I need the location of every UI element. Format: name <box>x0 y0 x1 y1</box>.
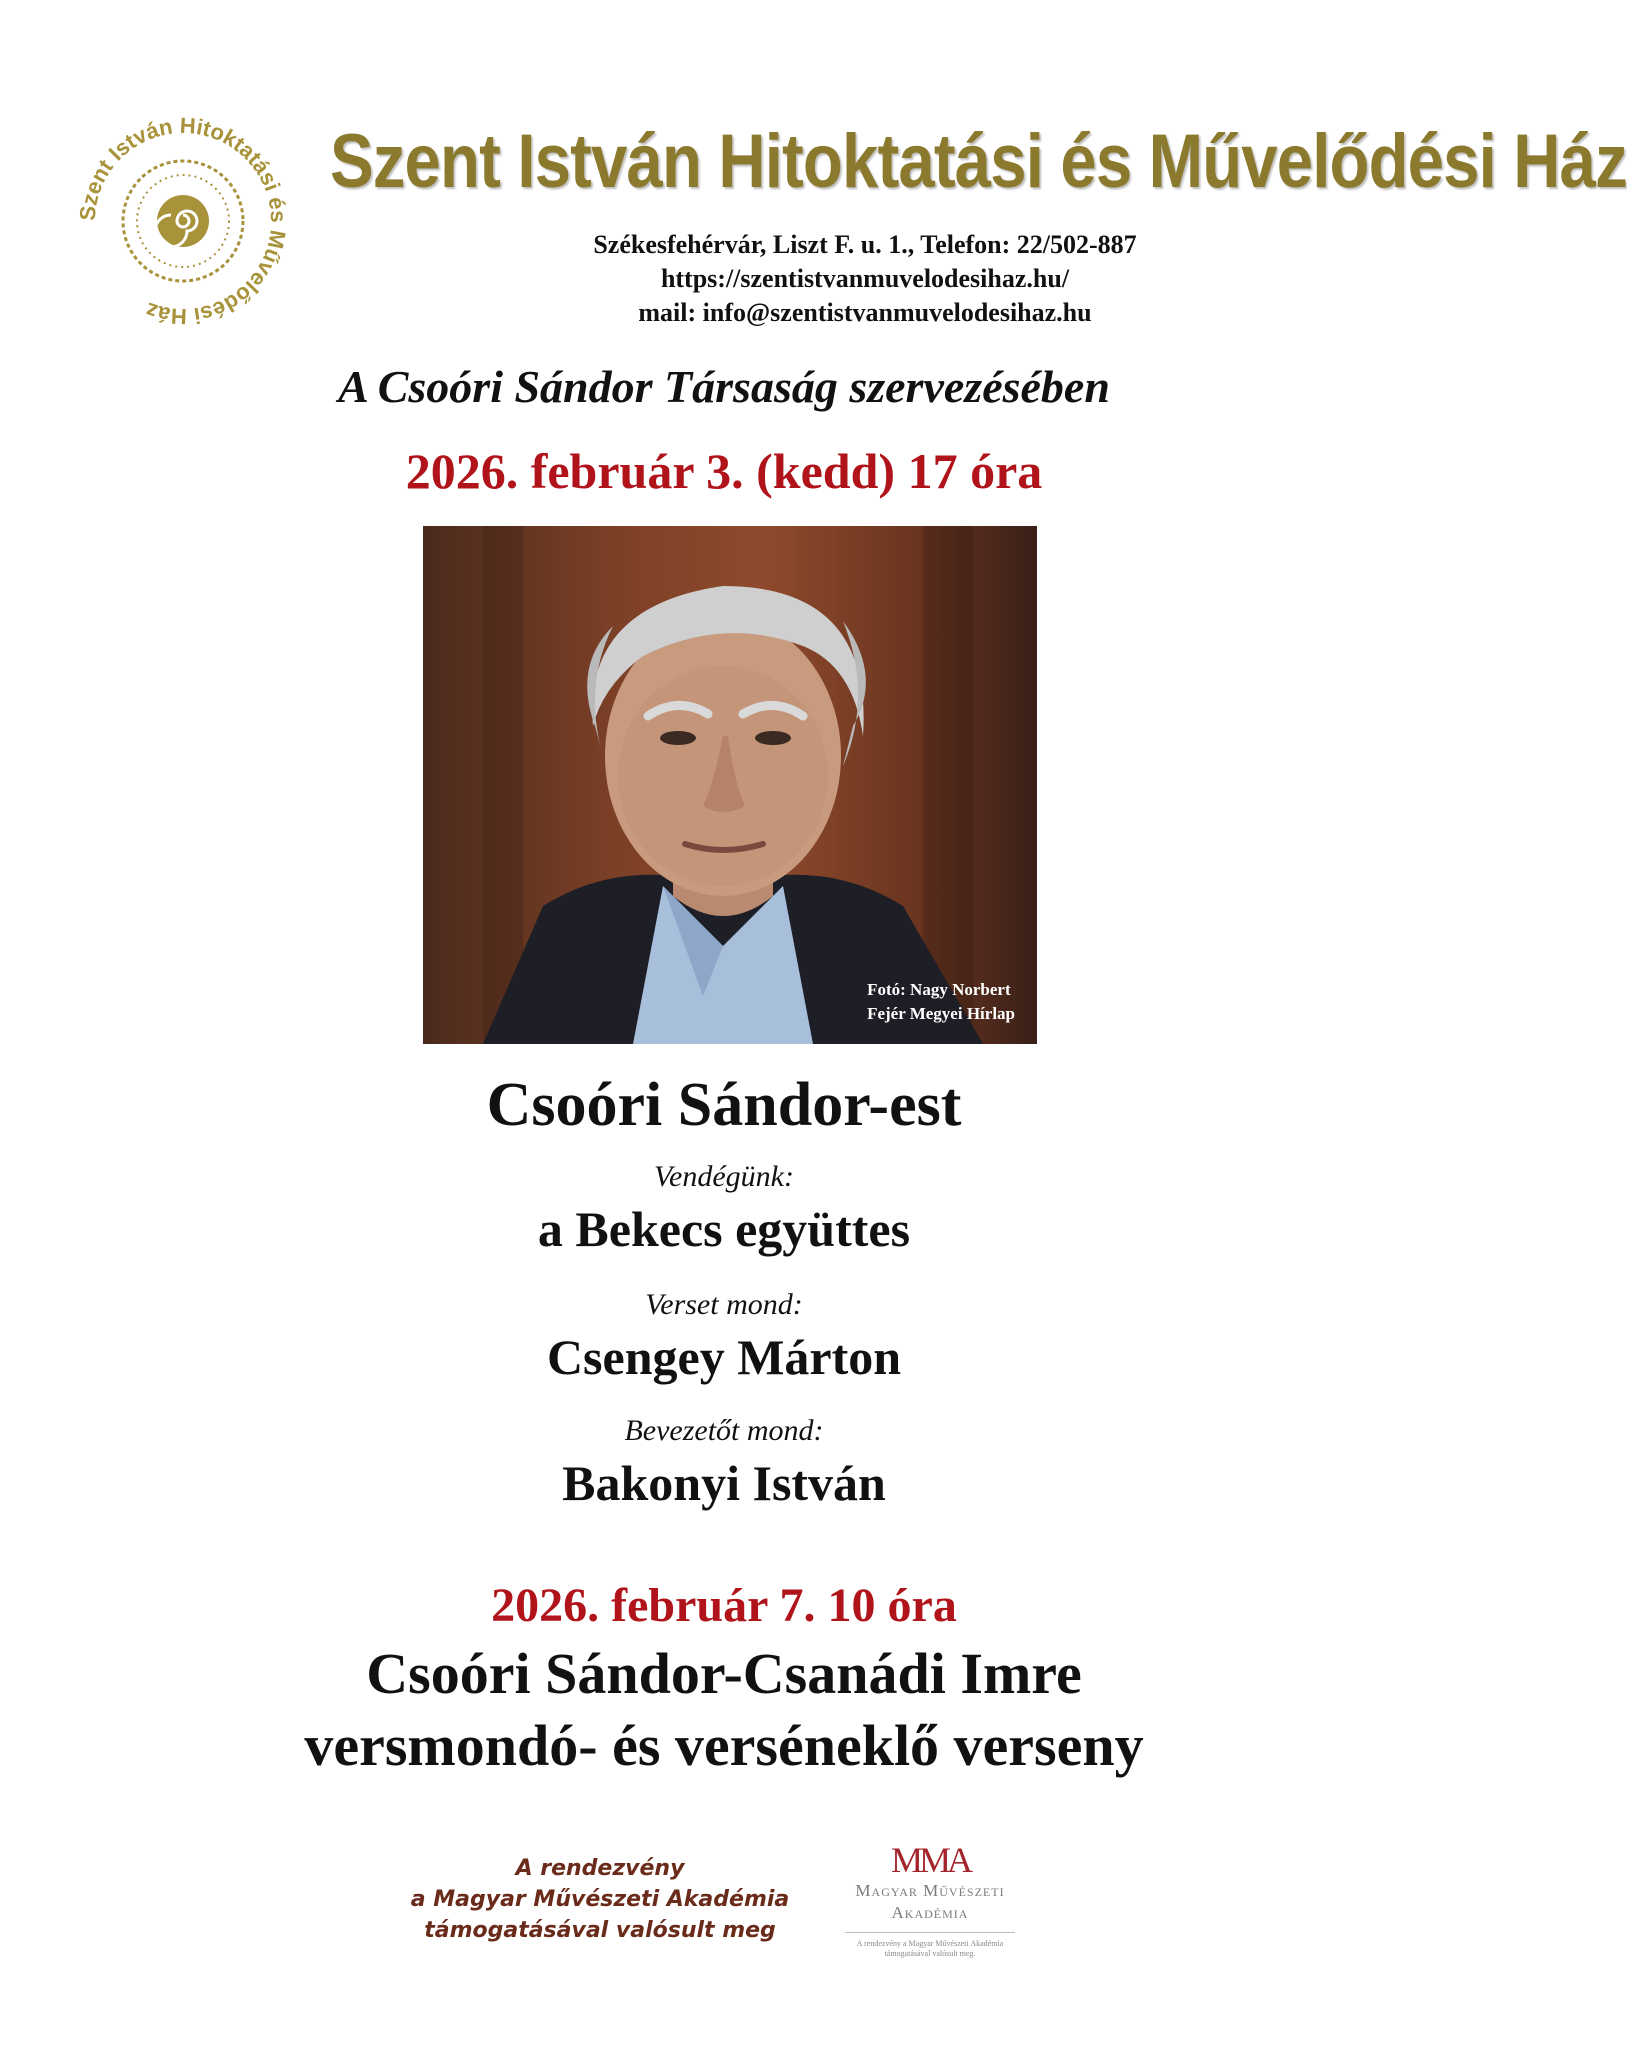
guest-label: Vendégünk: <box>654 1160 794 1193</box>
mma-small-print <box>840 1939 1020 1959</box>
guest-name: a Bekecs együttes <box>537 1201 911 1257</box>
mma-small-line: A rendezvény a Magyar Művészeti Akadémia <box>856 1939 1004 1948</box>
photo-credit-author: Fotó: Nagy Norbert <box>867 980 1011 999</box>
mma-small-line: támogatásával valósult meg. <box>884 1949 976 1958</box>
mma-logo <box>840 1840 1020 1959</box>
event2-date: 2026. február 7. 10 óra <box>491 1579 957 1632</box>
support-line: támogatásával valósult meg <box>424 1918 776 1943</box>
event2-title-line2: versmondó- és verséneklő verseny <box>304 1713 1144 1778</box>
support-statement <box>390 1853 810 1946</box>
organizer-line: A Csoóri Sándor Társaság szervezésében <box>338 361 1110 412</box>
spiral-icon <box>155 195 209 247</box>
mma-name: Magyar Művészeti <box>855 1881 1005 1900</box>
divider <box>845 1932 1015 1933</box>
portrait-photo <box>423 526 1037 1044</box>
contact-website: https://szentistvanmuvelodesihaz.hu/ <box>660 264 1070 293</box>
logo-ring-text: Szent István Hitoktatási és Művelődési Ház <box>74 112 292 330</box>
contact-address: Székesfehérvár, Liszt F. u. 1., Telefon: 22/502-887 <box>593 230 1137 259</box>
mma-mark: MMA <box>890 1840 970 1880</box>
photo-credit <box>867 978 1015 1026</box>
portrait-illustration <box>423 526 1037 1044</box>
reader-name: Csengey Márton <box>546 1329 902 1385</box>
intro-label: Bevezetőt mond: <box>624 1414 824 1447</box>
support-line: A rendezvény <box>515 1856 685 1881</box>
reader-label: Verset mond: <box>645 1288 803 1321</box>
organization-name: Szent István Hitoktatási és Művelődési Ház <box>330 119 1627 204</box>
event1-date: 2026. február 3. (kedd) 17 óra <box>405 443 1043 499</box>
support-line: a Magyar Művészeti Akadémia <box>410 1887 790 1912</box>
institution-logo <box>72 110 294 332</box>
event2-title-line1: Csoóri Sándor-Csanádi Imre <box>366 1641 1082 1706</box>
photo-credit-source: Fejér Megyei Hírlap <box>867 1004 1015 1023</box>
event1-title: Csoóri Sándor-est <box>486 1071 962 1139</box>
mma-name: Akadémia <box>891 1903 969 1922</box>
intro-name: Bakonyi István <box>562 1455 886 1511</box>
contact-mail: mail: info@szentistvanmuvelodesihaz.hu <box>638 298 1092 327</box>
